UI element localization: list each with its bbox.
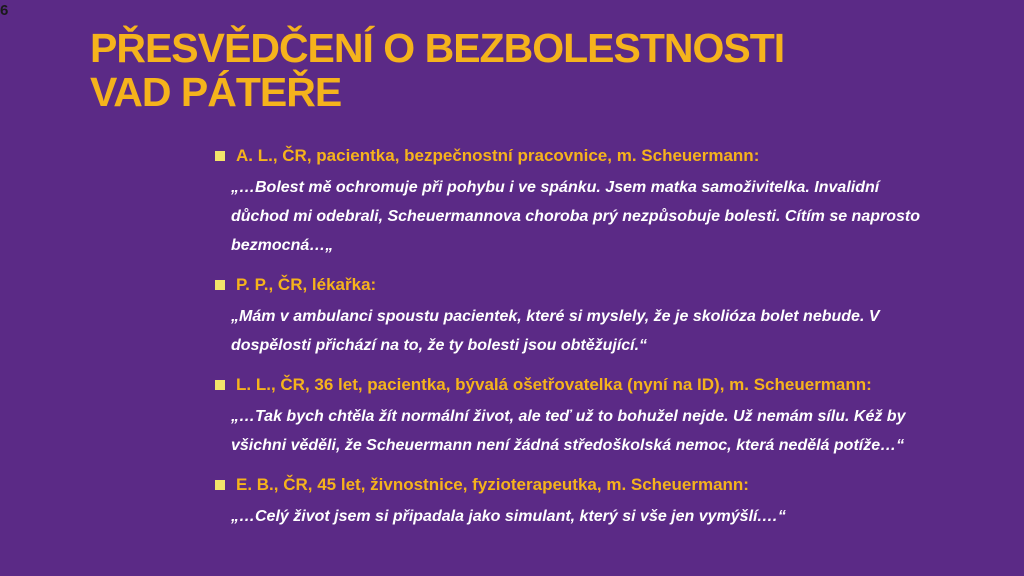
testimonial-header [215,472,935,498]
slide-title-line-2: VAD PÁTEŘE [90,69,342,115]
square-bullet-icon [215,380,225,390]
square-bullet-icon [215,280,225,290]
testimonial-speaker: P. P., ČR, lékařka: [236,275,377,294]
slide-title-line-1: PŘESVĚDČENÍ O BEZBOLESTNOSTI [90,25,785,71]
slide-number: 6 [0,2,9,19]
testimonial-speaker: A. L., ČR, pacientka, bezpečnostní pracovnice, m. Scheuermann: [236,146,760,165]
testimonial-speaker: E. B., ČR, 45 let, živnostnice, fyzioterapeutka, m. Scheuermann: [236,475,749,494]
testimonial-speaker: L. L., ČR, 36 let, pacientka, bývalá ošetřovatelka (nyní na ID), m. Scheuermann: [236,375,872,394]
testimonial-quote: „Mám v ambulanci spoustu pacientek, které si myslely, že je skolióza bolet nebude. V dospělosti přichází na to, že ty bolesti jsou obtěžující.“ [231,308,880,354]
testimonial-quote: „…Bolest mě ochromuje při pohybu i ve spánku. Jsem matka samoživitelka. Invalidní důchod mi odebrali, Scheuermannova choroba prý nezpůsobuje bolesti. Cítím se naprosto bezmocná…„ [231,179,920,254]
testimonial-quote: „…Celý život jsem si připadala jako simulant, který si vše jen vymýšlí.…“ [231,508,786,525]
testimonial-list [215,143,935,543]
testimonial-item [215,272,935,360]
testimonial-item [215,143,935,260]
testimonial-header [215,143,935,169]
testimonial-quote: „…Tak bych chtěla žít normální život, ale teď už to bohužel nejde. Už nemám sílu. Kéž by všichni věděli, že Scheuermann není žádná středoškolská nemoc, která nedělá potíže…“ [231,408,906,454]
testimonial-item [215,372,935,460]
testimonial-header [215,272,935,298]
square-bullet-icon [215,151,225,161]
testimonial-header [215,372,935,398]
testimonial-item [215,472,935,531]
slide-title [90,26,950,114]
square-bullet-icon [215,480,225,490]
